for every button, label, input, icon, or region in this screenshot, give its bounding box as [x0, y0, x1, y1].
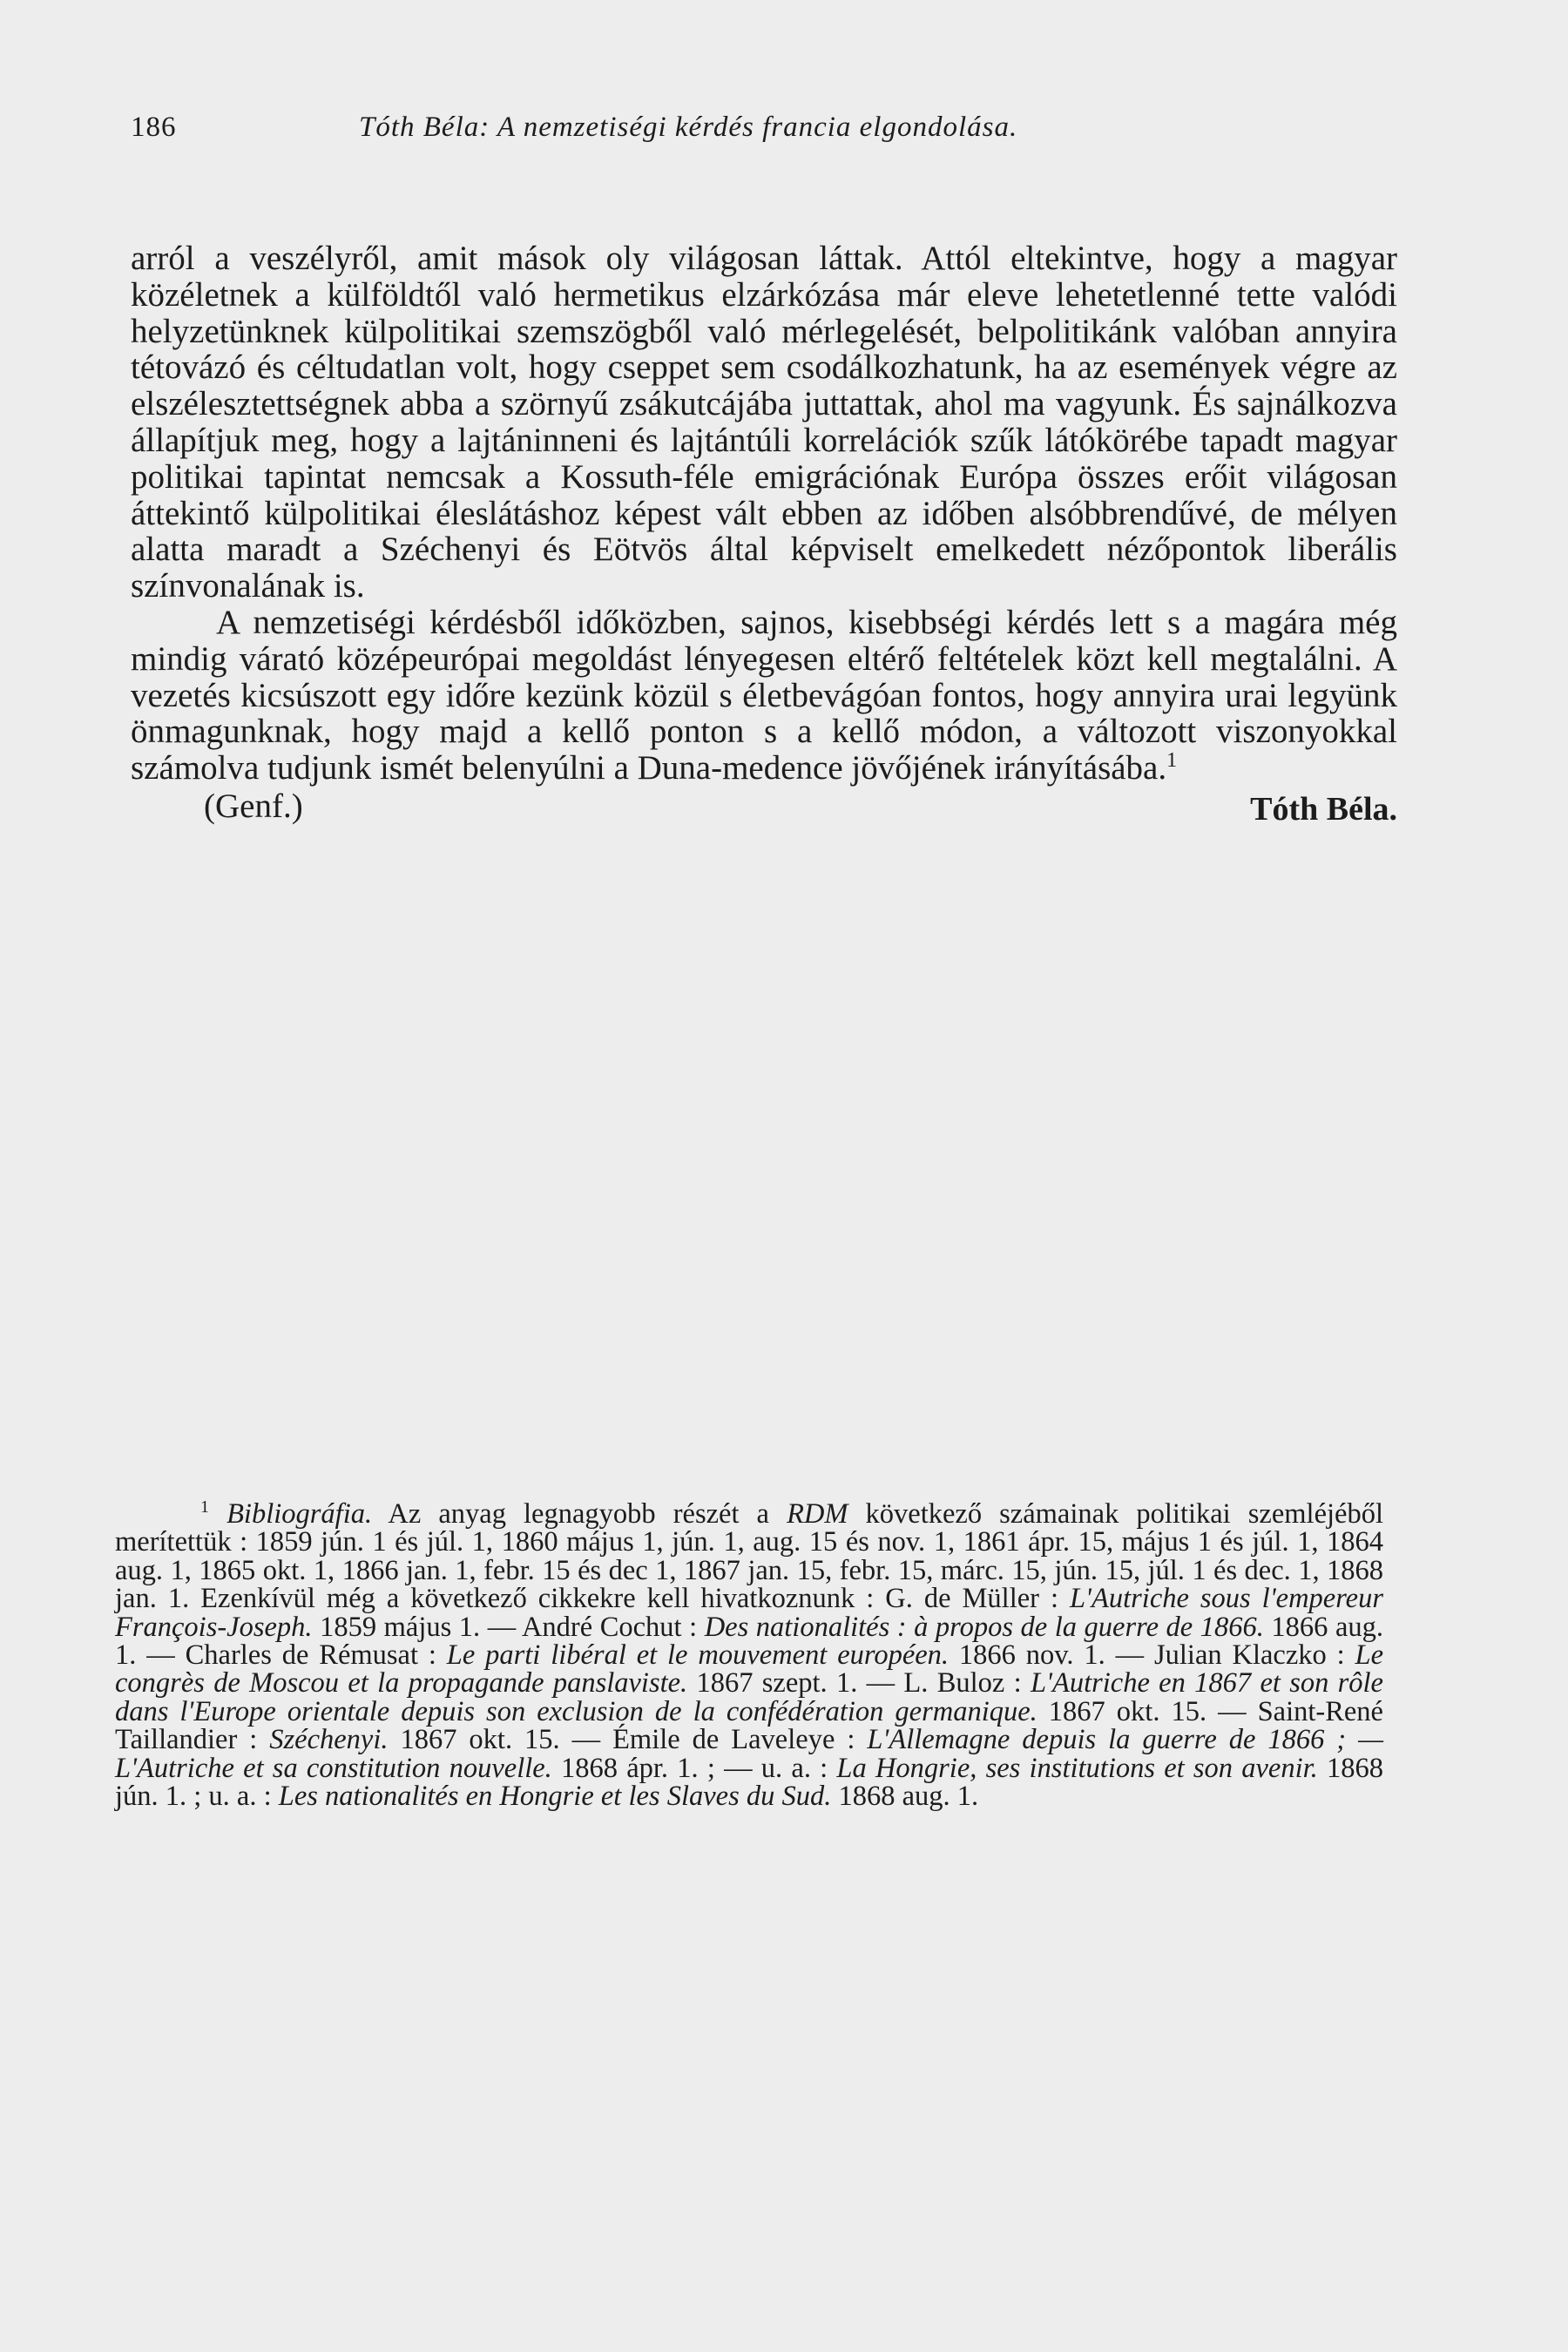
paragraph-1: arról a veszélyről, amit mások oly világosan láttak. Attól eltekintve, hogy a magyar közéletnek a külföldtől való hermetikus elzárkózása már eleve lehetetlenné tette valódi helyzetünknek külpolitikai szemszögből való mérlegelését, belpolitikánk valóban annyira tétovázó és céltudatlan volt, hogy cseppet sem csodálkozhatunk, ha az események végre az elszélesztettségnek abba a szörnyű zsákutcájába juttattak, ahol ma vagyunk. És sajnálkozva állapítjuk meg, hogy a lajtáninneni és lajtántúli korrelációk szűk látókörébe tapadt magyar politikai tapintat nemcsak a Kossuth-féle emigrációnak Európa összes erőit világosan áttekintő külpolitikai éleslátáshoz képest vált ebben az időben alsóbbrendűvé, de mélyen alatta maradt a Széchenyi és Eötvös által képviselt emelkedett nézőpontok liberális színvonalának is. [131, 240, 1397, 605]
footnote-title-segment: Le congrès de Moscou et la propagande panslaviste. [115, 1639, 1384, 1700]
footnote-title-segment: Bibliográfia. [226, 1498, 373, 1530]
footnote-text-segment: 1867 okt. 15. — Émile de Laveleye : [388, 1724, 868, 1756]
footnote-title-segment: Le parti libéral et le mouvement européen. [446, 1639, 950, 1672]
body-text [131, 240, 1397, 827]
footnote-text-segment: 1866 nov. 1. — Julian Klaczko : [949, 1639, 1355, 1672]
footnote-title-segment: Les nationalités en Hongrie et les Slaves du Sud. [278, 1781, 832, 1813]
footnote-content [115, 1498, 1383, 1812]
footnote-title-segment: L'Autriche sous l'empereur François-Joseph. [115, 1583, 1383, 1643]
footnote-title-segment: Széchenyi. [269, 1724, 389, 1756]
author-signature: Tóth Béla. [1250, 790, 1397, 828]
footnote-text-segment: 1866 aug. 1. — Charles de Rémusat : [115, 1611, 1383, 1672]
page-number: 186 [131, 112, 177, 143]
footnote-title-segment: L'Allemagne depuis la guerre de 1866 ; — L'Autriche et sa constitution nouvelle. [115, 1724, 1383, 1784]
footnotes [115, 1497, 1384, 1813]
footnote-title-segment: L'Autriche en 1867 et son rôle dans l'Europe orientale depuis son exclusion de la confédération germanique. [115, 1667, 1383, 1727]
footnote-mark: 1 [200, 1497, 209, 1517]
place-of-writing: (Genf.) [204, 787, 303, 825]
footnote-text-segment: következő számainak politikai szemléjéből merítettük : 1859 jún. 1 és júl. 1, 1860 május 1, jún. 1, aug. 15 és nov. 1, 1861 ápr. 15, május 1 és júl. 1, 1864 aug. 1, 1865 okt. 1, 1866 jan. 1, febr. 15 és dec 1, 1867 jan. 15, febr. 15, márc. 15, jún. 15, júl. 1 és dec. 1, 1868 jan. 1. Ezenkívül még a következő cikkekre kell hivatkoznunk : G. de Müller : [115, 1498, 1383, 1615]
footnote-text-segment: Az anyag legnagyobb részét a [372, 1498, 787, 1530]
footnote-title-segment: RDM [787, 1498, 848, 1530]
signature-line [131, 788, 1397, 827]
footnote-reference[interactable]: 1 [1166, 749, 1178, 773]
footnote-title-segment: Des nationalités : à propos de la guerre de 1866. [704, 1611, 1264, 1643]
footnote-title-segment: La Hongrie, ses institutions et son avenir. [836, 1752, 1318, 1784]
page-header [131, 112, 1437, 155]
paragraph-2-text: A nemzetiségi kérdésből időközben, sajnos, kisebbségi kérdés lett s a magára még mindig várató középeurópai megoldást lényegesen eltérő feltételek közt kell megtalálni. A vezetés kicsúszott egy időre kezünk közül s életbevágóan fontos, hogy annyira urai legyünk önmagunknak, hogy majd a kellő ponton s a kellő módon, a változott viszonyokkal számolva tudjunk ismét belenyúlni a Duna-medence jövőjének irányításába. [131, 603, 1397, 787]
footnote-text-segment: 1867 okt. 15. — Saint-René Taillandier : [115, 1695, 1383, 1756]
footnote-text-segment: 1868 aug. 1. [831, 1781, 979, 1813]
running-title: Tóth Béla: A nemzetiségi kérdés francia elgondolása. [359, 112, 1018, 143]
footnote-text-segment: 1859 május 1. — André Cochut : [312, 1611, 705, 1643]
footnote-text-segment: 1868 jún. 1. ; u. a. : [115, 1752, 1384, 1813]
footnote-1 [115, 1497, 1384, 1813]
paragraph-2 [131, 605, 1397, 787]
footnote-text-segment: 1867 szept. 1. — L. Buloz : [687, 1667, 1031, 1700]
footnote-text-segment: 1868 ápr. 1. ; — u. a. : [551, 1752, 837, 1784]
